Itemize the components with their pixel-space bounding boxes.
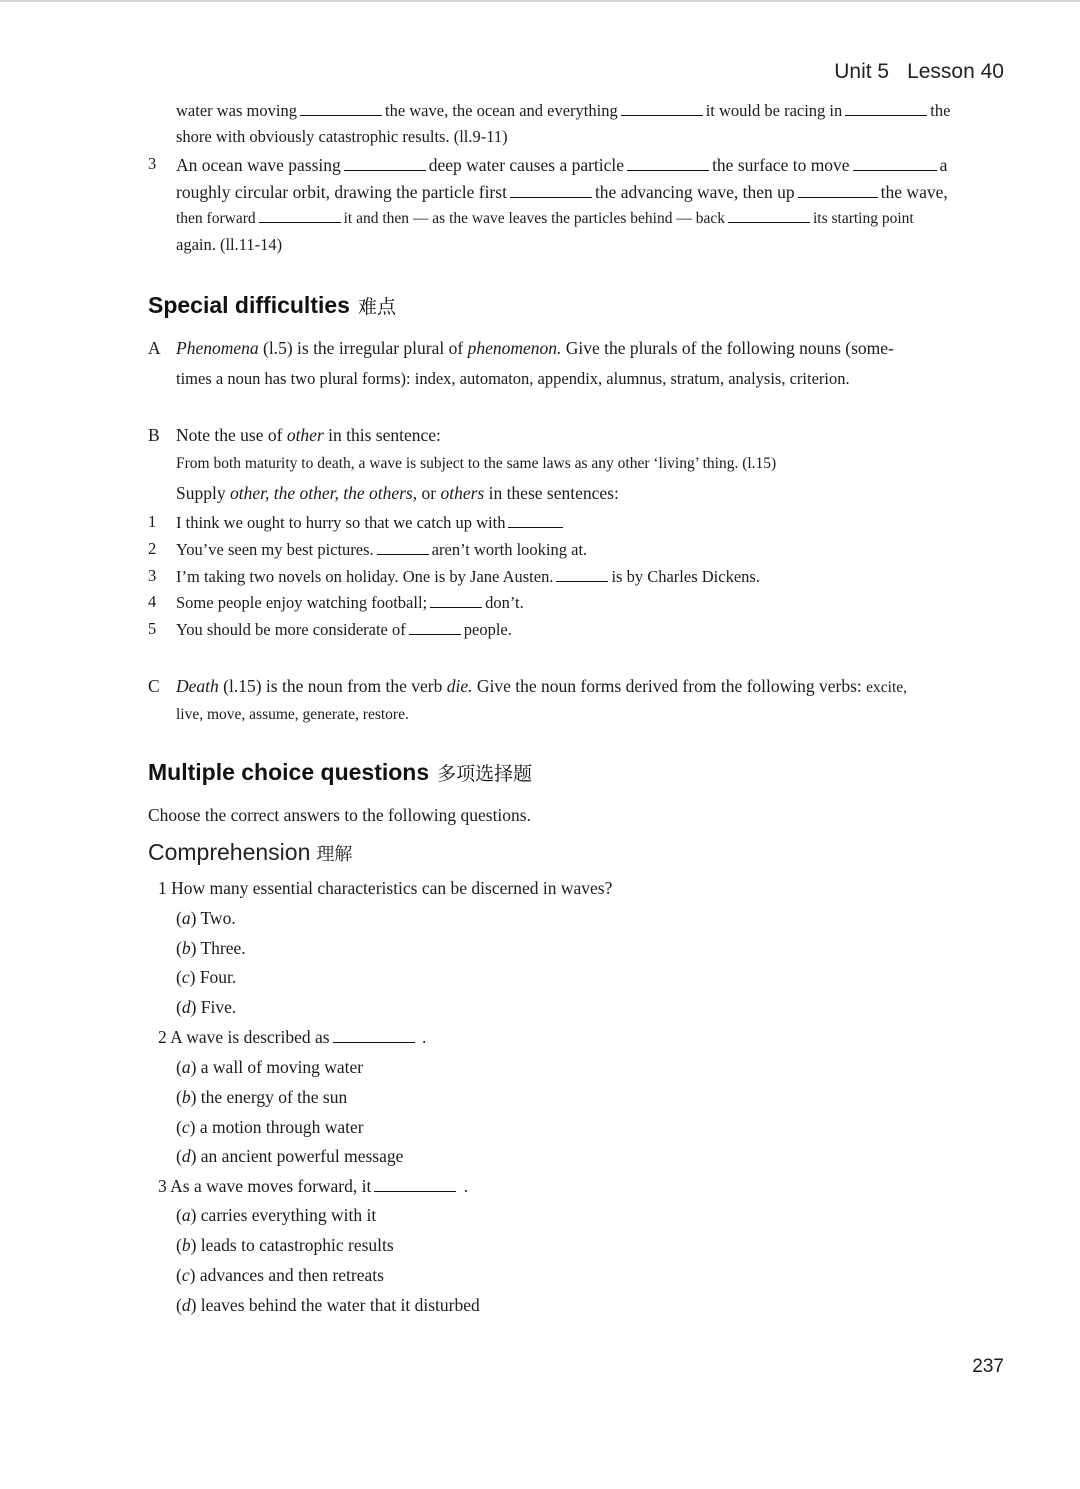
answer-option: (c) advances and then retreats: [176, 1265, 384, 1285]
answer-option: (a) a wall of moving water: [176, 1057, 364, 1077]
question: 1 How many essential characteristics can be discerned in waves?: [158, 878, 613, 898]
exercise-line: again. (ll.11-14): [176, 235, 283, 254]
item-letter: B: [148, 425, 160, 445]
answer-option: (a) carries everything with it: [176, 1205, 377, 1225]
subsection-heading-comprehension: Comprehension 理解: [148, 839, 353, 865]
answer-blank: [508, 512, 563, 528]
fill-in-sentence: I think we ought to hurry so that we catch up with: [176, 512, 566, 533]
item-letter: A: [148, 338, 161, 358]
answer-blank: [259, 208, 341, 223]
answer-blank: [300, 100, 382, 116]
answer-option: (d) Five.: [176, 997, 237, 1017]
answer-blank: [377, 539, 429, 555]
paragraph-line: Supply other, the other, the others, or others in these sentences:: [176, 483, 619, 503]
fill-in-sentence: You should be more considerate of people.: [176, 619, 512, 639]
lesson-label: Lesson 40: [907, 60, 1004, 83]
item-number: 3: [148, 566, 157, 585]
answer-blank: [374, 1175, 456, 1192]
answer-blank: [430, 592, 482, 608]
answer-option: (b) leads to catastrophic results: [176, 1235, 394, 1255]
answer-blank: [409, 619, 461, 635]
item-letter: C: [148, 676, 160, 696]
section-heading-multiple-choice: Multiple choice questions 多项选择题: [148, 759, 533, 785]
answer-blank: [621, 100, 703, 116]
exercise-line: roughly circular orbit, drawing the particle first the advancing wave, then up the wave,: [176, 181, 948, 202]
paragraph-line: Phenomena (l.5) is the irregular plural of phenomenon. Give the plurals of the following nouns (some-: [176, 338, 894, 358]
item-number: 3: [148, 154, 157, 173]
question: 3 As a wave moves forward, it .: [158, 1175, 469, 1196]
fill-in-sentence: Some people enjoy watching football; don’t.: [176, 592, 524, 612]
exercise-line: shore with obviously catastrophic results. (ll.9-11): [176, 127, 508, 146]
answer-blank: [510, 181, 592, 198]
answer-blank: [344, 154, 426, 171]
unit-label: Unit 5: [834, 60, 890, 83]
answer-option: (b) Three.: [176, 938, 246, 958]
answer-option: (d) an ancient powerful message: [176, 1146, 404, 1166]
paragraph-line: Death (l.15) is the noun from the verb die. Give the noun forms derived from the following verbs: excite,: [176, 676, 908, 696]
instruction: Choose the correct answers to the following questions.: [148, 805, 531, 825]
fill-in-sentence: I’m taking two novels on holiday. One is by Jane Austen. is by Charles Dickens.: [176, 566, 760, 586]
answer-blank: [627, 154, 709, 171]
item-number: 5: [148, 619, 157, 638]
section-heading-special-difficulties: Special difficulties 难点: [148, 292, 396, 318]
answer-option: (b) the energy of the sun: [176, 1087, 348, 1107]
page-number: 237: [972, 1356, 1004, 1377]
exercise-line: water was moving the wave, the ocean and everything it would be racing in the: [176, 100, 951, 120]
answer-blank: [853, 154, 937, 171]
answer-option: (c) Four.: [176, 967, 237, 987]
answer-blank: [556, 566, 608, 582]
item-number: 4: [148, 592, 157, 611]
paragraph-line: live, move, assume, generate, restore.: [176, 706, 409, 723]
answer-option: (a) Two.: [176, 908, 236, 928]
answer-blank: [845, 100, 927, 116]
item-number: 2: [148, 539, 157, 558]
question: 2 A wave is described as .: [158, 1026, 427, 1047]
answer-blank: [798, 181, 878, 198]
fill-in-sentence: You’ve seen my best pictures. aren’t worth looking at.: [176, 539, 588, 559]
answer-option: (d) leaves behind the water that it disturbed: [176, 1295, 480, 1315]
paragraph-line: Note the use of other in this sentence:: [176, 425, 441, 445]
top-border: [0, 0, 1080, 2]
example-sentence: From both maturity to death, a wave is subject to the same laws as any other ‘living’ thing. (l.15): [176, 455, 777, 472]
exercise-line: then forward it and then — as the wave leaves the particles behind — back its starting point: [176, 209, 914, 227]
paragraph-line: times a noun has two plural forms): index, automaton, appendix, alumnus, stratum, analysis, criterion.: [176, 369, 850, 388]
answer-blank: [728, 208, 810, 223]
answer-option: (c) a motion through water: [176, 1117, 364, 1137]
exercise-line: An ocean wave passing deep water causes a particle the surface to move a: [176, 154, 948, 175]
page-header: [834, 60, 1004, 84]
answer-blank: [333, 1026, 415, 1043]
item-number: 1: [148, 512, 157, 531]
